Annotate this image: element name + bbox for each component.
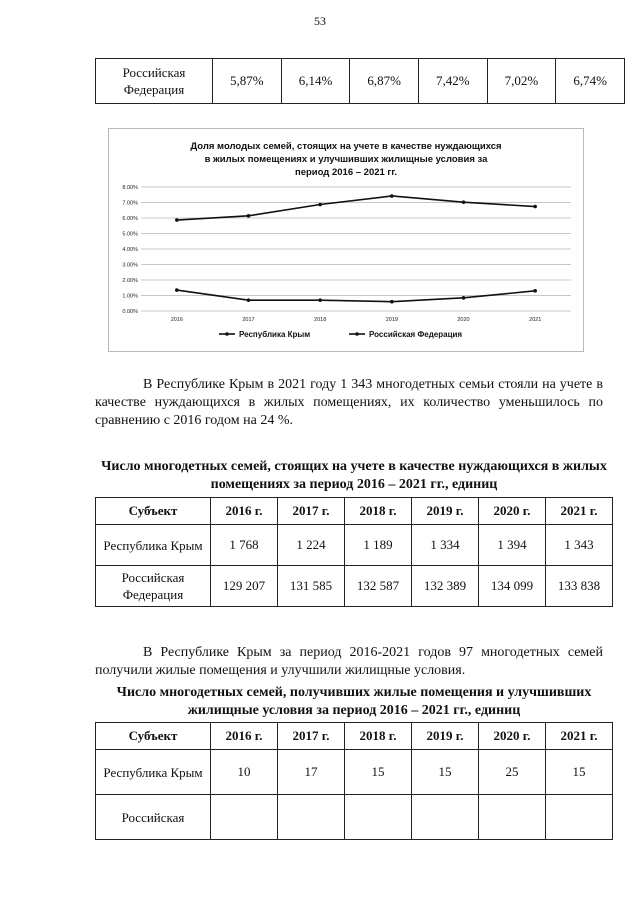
table-row bbox=[96, 750, 613, 795]
x-tick-label: 2021 bbox=[529, 317, 542, 323]
table-cell: 129 207 bbox=[211, 566, 278, 607]
paragraph: В Республике Крым в 2021 году 1 343 многодетных семьи стояли на учете в качестве нуждающихся в жилых помещениях, их количество уменьшилось по сравнению с 2016 годом на 24 %. bbox=[95, 377, 603, 428]
table-cell: 132 587 bbox=[345, 566, 412, 607]
legend-marker bbox=[225, 332, 229, 336]
table-cell: Республика Крым bbox=[96, 525, 211, 566]
table-cell bbox=[211, 795, 278, 840]
table-cell: 1 224 bbox=[278, 525, 345, 566]
data-point bbox=[247, 214, 251, 218]
table-cell: 17 bbox=[278, 750, 345, 795]
y-tick-label: 8.00% bbox=[122, 185, 138, 191]
y-tick-label: 3.00% bbox=[122, 262, 138, 269]
data-point bbox=[318, 298, 322, 302]
y-tick-label: 6.00% bbox=[122, 216, 138, 222]
legend-label: Российская Федерация bbox=[369, 330, 463, 339]
table-cell: 7,02% bbox=[487, 59, 556, 104]
legend-label: Республика Крым bbox=[239, 330, 311, 339]
table-cell bbox=[345, 795, 412, 840]
table-cell: 132 389 bbox=[412, 566, 479, 607]
chart-title-line: период 2016 – 2021 гг. bbox=[294, 167, 398, 178]
data-point bbox=[462, 200, 466, 204]
table-cell: 10 bbox=[211, 750, 278, 795]
y-tick-label: 5.00% bbox=[122, 231, 138, 238]
column-header: 2019 г. bbox=[412, 723, 479, 750]
column-header: Субъект bbox=[96, 723, 211, 750]
table-cell bbox=[546, 795, 613, 840]
data-point bbox=[175, 288, 179, 292]
y-tick-label: 2.00% bbox=[122, 278, 138, 284]
table-cell: Республика Крым bbox=[96, 750, 211, 795]
chart-title-line: в жилых помещениях и улучшивших жилищные условия за bbox=[204, 154, 488, 165]
column-header: 2016 г. bbox=[211, 498, 278, 525]
table-cell: Российская bbox=[96, 795, 211, 840]
data-point bbox=[533, 205, 537, 209]
chart-canvas bbox=[109, 129, 583, 351]
data-point bbox=[175, 218, 179, 222]
line-chart bbox=[108, 128, 584, 352]
data-point bbox=[533, 289, 537, 293]
column-header: 2020 г. bbox=[479, 498, 546, 525]
column-header: 2018 г. bbox=[345, 723, 412, 750]
legend-marker bbox=[355, 332, 359, 336]
table-cell: Российская Федерация bbox=[96, 59, 213, 104]
series-line bbox=[177, 196, 535, 220]
data-point bbox=[247, 298, 251, 302]
table-cell: Российская Федерация bbox=[96, 566, 211, 607]
data-point bbox=[390, 300, 394, 304]
data-point bbox=[318, 203, 322, 207]
table-cell: 6,14% bbox=[281, 59, 350, 104]
data-point bbox=[390, 194, 394, 198]
column-header: 2016 г. bbox=[211, 723, 278, 750]
column-header: Субъект bbox=[96, 498, 211, 525]
table-cell: 1 768 bbox=[211, 525, 278, 566]
table-cell: 15 bbox=[546, 750, 613, 795]
column-header: 2017 г. bbox=[278, 723, 345, 750]
table-cell bbox=[278, 795, 345, 840]
table-cell: 15 bbox=[412, 750, 479, 795]
top-table bbox=[95, 58, 625, 104]
x-tick-label: 2020 bbox=[457, 317, 470, 323]
table-header-row bbox=[96, 498, 613, 525]
x-tick-label: 2019 bbox=[385, 317, 398, 323]
table-cell bbox=[479, 795, 546, 840]
column-header: 2021 г. bbox=[546, 723, 613, 750]
table-cell: 131 585 bbox=[278, 566, 345, 607]
table-row bbox=[96, 525, 613, 566]
column-header: 2021 г. bbox=[546, 498, 613, 525]
table-cell: 1 394 bbox=[479, 525, 546, 566]
y-tick-label: 1.00% bbox=[122, 293, 138, 300]
table-cell: 5,87% bbox=[213, 59, 282, 104]
paragraph: В Республике Крым за период 2016-2021 годов 97 многодетных семей получили жилые помещения и улучшили жилищные условия. bbox=[95, 645, 603, 678]
column-header: 2017 г. bbox=[278, 498, 345, 525]
table-cell: 1 334 bbox=[412, 525, 479, 566]
table-header-row bbox=[96, 723, 613, 750]
families-housed-table bbox=[95, 722, 613, 840]
page-number: 53 bbox=[314, 14, 326, 28]
table-cell: 25 bbox=[479, 750, 546, 795]
column-header: 2019 г. bbox=[412, 498, 479, 525]
table-row bbox=[96, 566, 613, 607]
table-cell: 134 099 bbox=[479, 566, 546, 607]
table-title: Число многодетных семей, стоящих на учете в качестве нуждающихся в жилых помещениях за период 2016 – 2021 гг., единиц bbox=[101, 459, 607, 492]
table-cell bbox=[412, 795, 479, 840]
y-tick-label: 0.00% bbox=[122, 309, 138, 315]
y-tick-label: 4.00% bbox=[122, 247, 138, 253]
table-title: Число многодетных семей, получивших жилые помещения и улучшивших жилищные условия за период 2016 – 2021 гг., единиц bbox=[116, 685, 592, 718]
column-header: 2020 г. bbox=[479, 723, 546, 750]
x-tick-label: 2018 bbox=[314, 317, 327, 323]
table-cell: 1 343 bbox=[546, 525, 613, 566]
table-cell: 6,87% bbox=[350, 59, 419, 104]
x-tick-label: 2017 bbox=[242, 317, 255, 323]
table-cell: 133 838 bbox=[546, 566, 613, 607]
chart-title-line: Доля молодых семей, стоящих на учете в качестве нуждающихся bbox=[190, 141, 502, 152]
table-row bbox=[96, 59, 625, 104]
table-cell: 15 bbox=[345, 750, 412, 795]
data-point bbox=[462, 296, 466, 300]
table-cell: 6,74% bbox=[556, 59, 625, 104]
column-header: 2018 г. bbox=[345, 498, 412, 525]
table-row bbox=[96, 795, 613, 840]
y-tick-label: 7.00% bbox=[122, 200, 138, 207]
x-tick-label: 2016 bbox=[170, 317, 183, 323]
table-cell: 7,42% bbox=[418, 59, 487, 104]
families-on-waitlist-table bbox=[95, 497, 613, 607]
table-cell: 1 189 bbox=[345, 525, 412, 566]
